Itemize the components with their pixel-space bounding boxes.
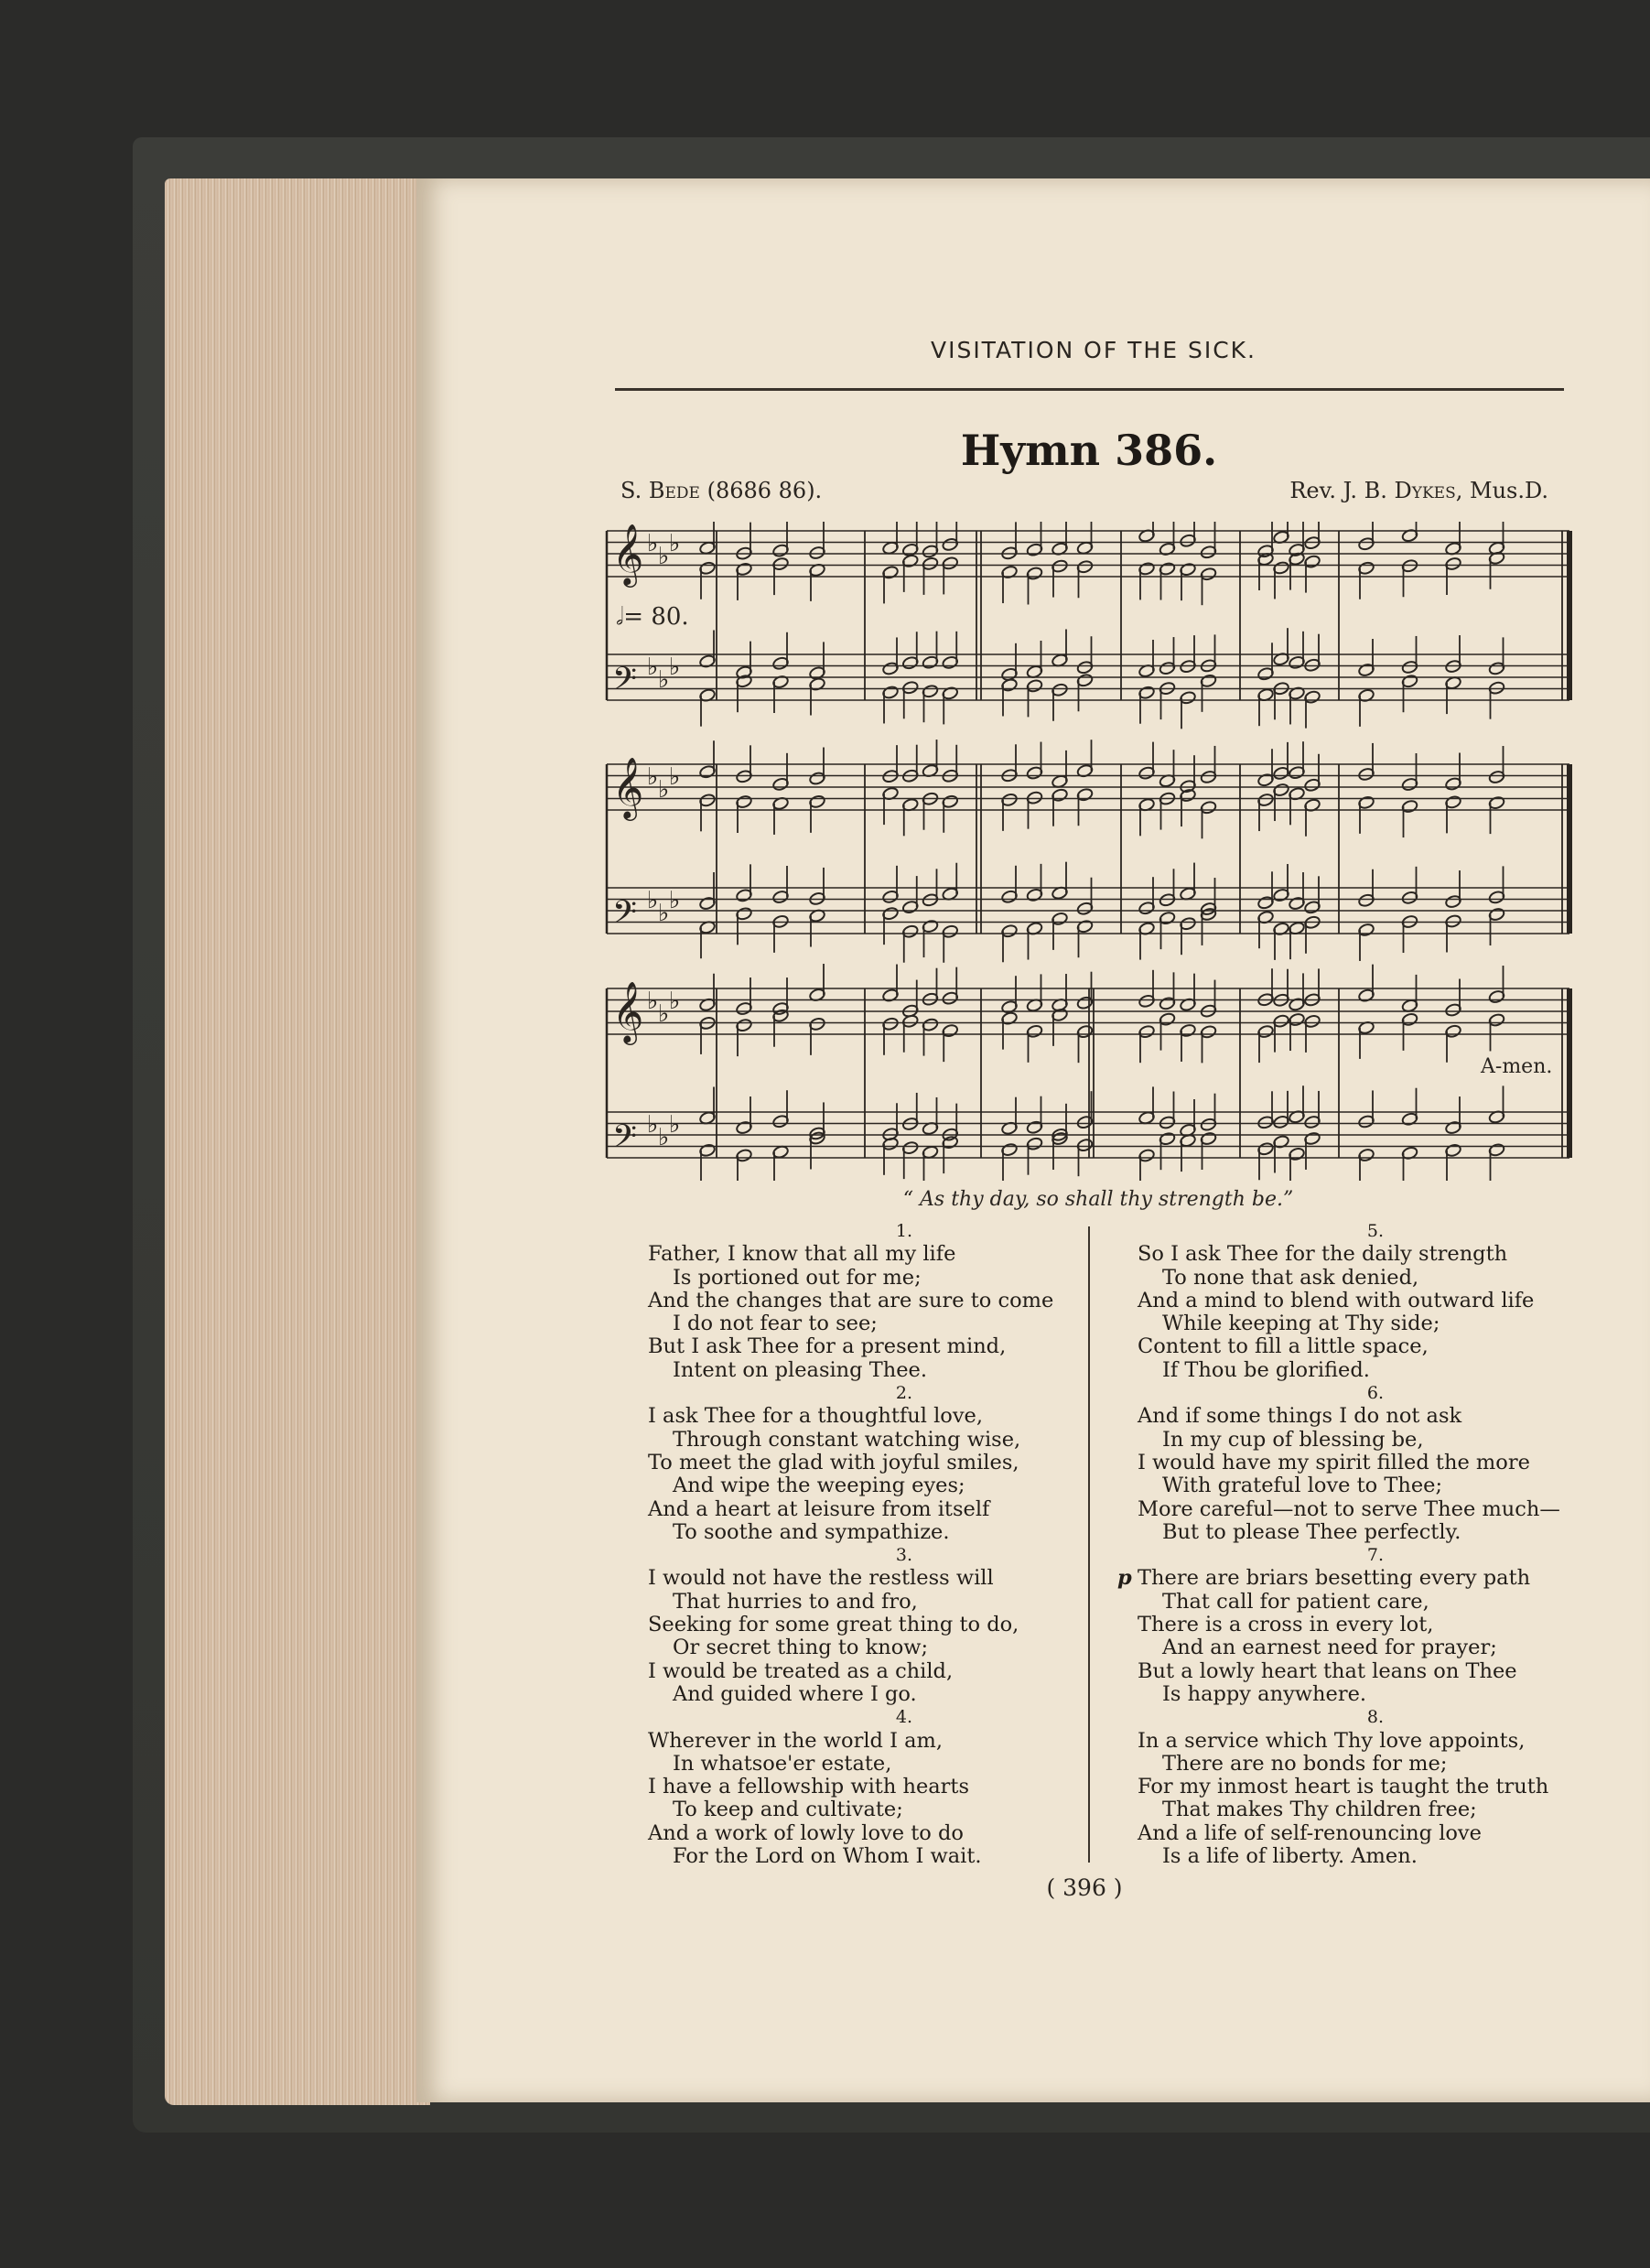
stanza-line: But a lowly heart that leans on Thee [1138, 1658, 1517, 1683]
stanza-number: 1. [895, 1221, 913, 1241]
stanza-number: 3. [895, 1545, 913, 1566]
stanza-line: While keeping at Thy side; [1162, 1312, 1440, 1336]
stanza-line: There is a cross in every lot, [1138, 1613, 1434, 1637]
treble-clef-icon: 𝄞 [612, 980, 644, 1042]
flat-icon: ♭ [658, 666, 670, 694]
tune-meter: (8686 86). [706, 478, 823, 503]
stanza-number: 8. [1366, 1707, 1385, 1728]
motto: “ As thy day, so shall thy strength be.” [902, 1188, 1294, 1211]
flat-icon: ♭ [669, 530, 681, 557]
stanza-line: That hurries to and fro, [673, 1589, 918, 1614]
stanza-line: There are no bonds for me; [1162, 1751, 1448, 1776]
stanza-line: But I ask Thee for a present mind, [648, 1334, 1007, 1359]
stanza-line: With grateful love to Thee; [1162, 1474, 1443, 1498]
stanza-line: In whatsoe'er estate, [673, 1751, 892, 1776]
stanza-line: And if some things I do not ask [1138, 1404, 1462, 1429]
stanza-line: To soothe and sympathize. [673, 1519, 950, 1544]
flat-icon: ♭ [658, 900, 670, 927]
page-number: ( 396 ) [1046, 1874, 1123, 1901]
stanza-column-left [648, 1220, 1124, 1868]
page-edges [165, 178, 430, 2105]
stanza-line: I would be treated as a child, [648, 1658, 954, 1683]
stanza-line: In my cup of blessing be, [1162, 1427, 1424, 1452]
stanza-line: To keep and cultivate; [673, 1798, 903, 1822]
flat-icon: ♭ [669, 1111, 681, 1139]
stanza-line: Or secret thing to know; [673, 1636, 929, 1660]
dynamic-marking: p [1117, 1566, 1132, 1591]
stanza [648, 1706, 1124, 1868]
composer-suffix: , Mus.D. [1455, 478, 1548, 503]
stanza-line: Is happy anywhere. [1162, 1681, 1367, 1706]
stanza-line: Father, I know that all my life [648, 1242, 956, 1267]
stanza-line: And the changes that are sure to come [648, 1288, 1054, 1312]
bass-clef-icon: 𝄢 [612, 660, 638, 705]
bass-clef-icon: 𝄢 [612, 893, 638, 938]
hymn-title: Hymn 386. [960, 426, 1218, 475]
bass-clef-icon: 𝄢 [612, 1118, 638, 1162]
composer-name: Dykes [1394, 478, 1456, 503]
flat-icon: ♭ [647, 887, 659, 914]
header-rule [615, 388, 1564, 391]
stanza-line: Is a life of liberty. Amen. [1162, 1844, 1418, 1869]
flat-icon: ♭ [647, 653, 659, 681]
stanza [1138, 1382, 1577, 1544]
stanza-line: That makes Thy children free; [1162, 1798, 1477, 1822]
music-score [599, 522, 1579, 1181]
stanza-number: 2. [895, 1383, 913, 1404]
stanza-line: And a mind to blend with outward life [1138, 1288, 1535, 1312]
stanza-line: Seeking for some great thing to do, [648, 1613, 1019, 1637]
stanza-line: Through constant watching wise, [673, 1427, 1021, 1452]
flat-icon: ♭ [669, 653, 681, 681]
column-divider [1088, 1226, 1090, 1863]
stanza-number: 5. [1366, 1221, 1385, 1241]
stanza-column-right [1117, 1220, 1577, 1869]
stanza-line: I do not fear to see; [673, 1312, 878, 1336]
flat-icon: ♭ [669, 887, 681, 914]
flat-icon: ♭ [647, 1111, 659, 1139]
amen-label: A-men. [1481, 1055, 1553, 1078]
treble-clef-icon: 𝄞 [612, 756, 644, 818]
stanza [648, 1220, 1124, 1382]
stanza-line [1117, 1566, 1577, 1591]
stanza-line: Wherever in the world I am, [648, 1728, 944, 1753]
stanza [648, 1382, 1124, 1544]
stanza-line: So I ask Thee for the daily strength [1138, 1242, 1508, 1267]
stanza-line: For my inmost heart is taught the truth [1138, 1775, 1549, 1799]
stanza [648, 1544, 1124, 1706]
stanza-line: Intent on pleasing Thee. [673, 1357, 928, 1382]
stanza-line: For the Lord on Whom I wait. [673, 1844, 982, 1869]
flat-icon: ♭ [647, 530, 659, 557]
stanza-line: I would not have the restless will [648, 1566, 994, 1591]
tempo-marking: 𝅗𝅥= 80. [616, 603, 689, 631]
flat-icon: ♭ [647, 988, 659, 1015]
stanza-number: 4. [895, 1707, 913, 1728]
stanza-line: To meet the glad with joyful smiles, [648, 1450, 1019, 1474]
stanza-line-text: There are briars besetting every path [1138, 1566, 1531, 1591]
stanza-line: I ask Thee for a thoughtful love, [648, 1404, 984, 1429]
running-head: VISITATION OF THE SICK. [930, 337, 1257, 363]
stanza-line: I have a fellowship with hearts [648, 1775, 970, 1799]
stanza-line: To none that ask denied, [1162, 1265, 1419, 1290]
composer [1256, 478, 1548, 503]
composer-prefix: Rev. J. B. [1289, 478, 1387, 503]
stanza [1117, 1544, 1577, 1706]
stanza-line: Is portioned out for me; [673, 1265, 922, 1290]
treble-clef-icon: 𝄞 [612, 523, 644, 585]
stanza-line: And wipe the weeping eyes; [673, 1474, 965, 1498]
flat-icon: ♭ [669, 988, 681, 1015]
tune-name [620, 478, 822, 503]
stanza-line: And a work of lowly love to do [648, 1820, 964, 1845]
stanza [1138, 1706, 1577, 1868]
stanza-line: But to please Thee perfectly. [1162, 1519, 1461, 1544]
stanza [1138, 1220, 1577, 1382]
tune-title: S. Bede [620, 478, 700, 503]
flat-icon: ♭ [658, 776, 670, 804]
flat-icon: ♭ [647, 763, 659, 791]
stanza-line: And guided where I go. [673, 1681, 917, 1706]
stanza-line: And a heart at leisure from itself [648, 1496, 990, 1521]
flat-icon: ♭ [669, 763, 681, 791]
flat-icon: ♭ [658, 1124, 670, 1151]
stanza-number: 7. [1366, 1545, 1385, 1566]
stanza-line: More careful—not to serve Thee much— [1138, 1496, 1560, 1521]
stanza-line: And a life of self-renouncing love [1138, 1820, 1482, 1845]
flat-icon: ♭ [658, 543, 670, 570]
stanza-line: If Thou be glorified. [1162, 1357, 1370, 1382]
stanza-line: That call for patient care, [1162, 1589, 1429, 1614]
stanza-line: Content to fill a little space, [1138, 1334, 1429, 1359]
stanza-line: And an earnest need for prayer; [1162, 1636, 1497, 1660]
stanza-line: In a service which Thy love appoints, [1138, 1728, 1526, 1753]
flat-icon: ♭ [658, 1000, 670, 1028]
stanza-line: I would have my spirit filled the more [1138, 1450, 1530, 1474]
stanza-number: 6. [1366, 1383, 1385, 1404]
